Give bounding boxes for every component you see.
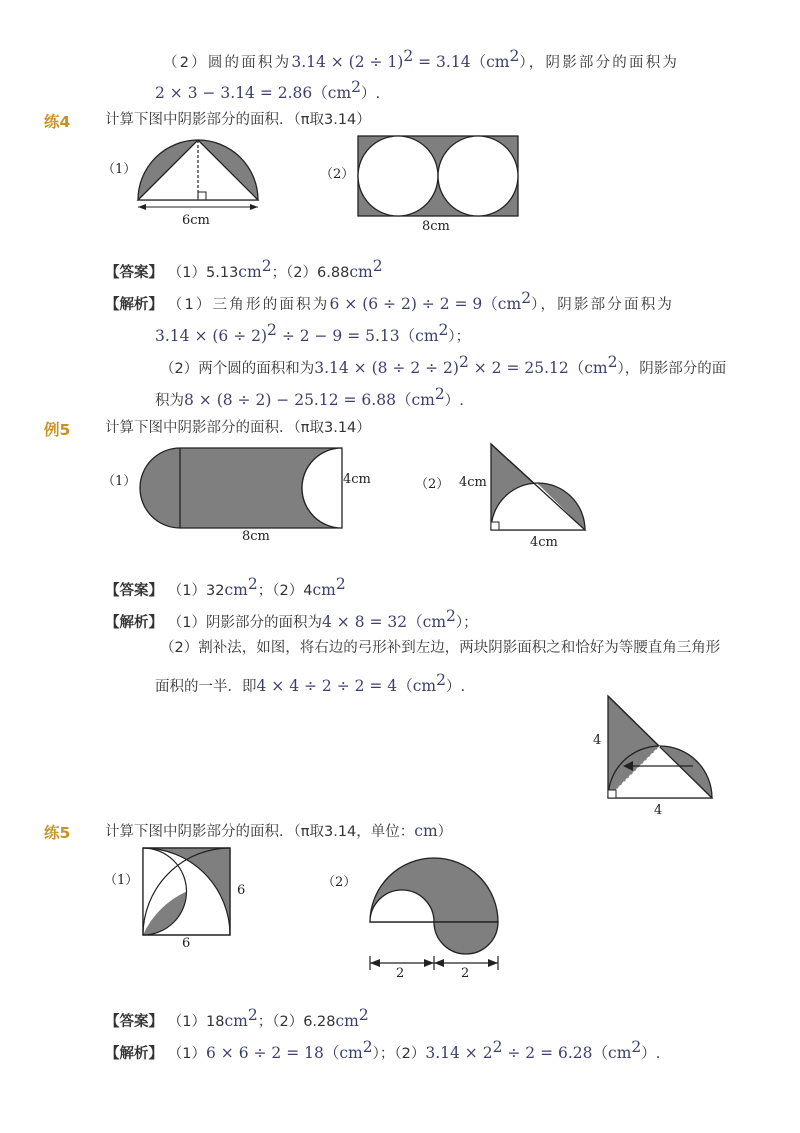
fig-label: （1）	[102, 474, 137, 489]
sup: 2	[631, 1038, 642, 1056]
math: 3.14 × 2	[425, 1044, 493, 1062]
lian4-figure-2	[320, 134, 530, 234]
math: 2 × 3 − 3.14 = 2.86	[155, 84, 313, 102]
unit: cm	[349, 263, 373, 281]
text: （1）阴影部分的面积为	[167, 615, 323, 631]
unit: （cm	[482, 295, 522, 313]
lian4-analysis-3	[160, 352, 726, 379]
math: 3.14 × (2 ÷ 1)	[291, 53, 404, 71]
analysis-tag: 【解析】	[105, 297, 163, 313]
arrow	[488, 959, 498, 967]
unit: （cm	[323, 1044, 363, 1062]
text: ）.	[444, 393, 464, 409]
lian4-analysis-4	[155, 384, 464, 411]
lian5-answer	[105, 1005, 369, 1032]
unit: cm	[224, 581, 248, 599]
text: ）.	[361, 86, 381, 102]
sup: 2	[492, 1038, 503, 1056]
sup: 2	[247, 575, 258, 593]
dim-height: 4cm	[343, 472, 371, 487]
dim-label: 6cm	[182, 213, 210, 228]
text: （1）三角形的面积为	[167, 297, 330, 313]
dim-width: 8cm	[242, 529, 270, 544]
unit: （cm	[397, 677, 437, 695]
math: 6 × 6 ÷ 2 = 18	[206, 1044, 324, 1062]
sup: 2	[362, 1038, 373, 1056]
li5-answer	[105, 574, 346, 601]
lian5-question	[105, 821, 452, 842]
fig-label: （2）	[320, 167, 355, 182]
text: （1）32	[167, 583, 225, 599]
math: 3.14 × (8 ÷ 2 ÷ 2)	[314, 359, 459, 377]
sup: 2	[438, 321, 449, 339]
math: × 2 = 25.12	[468, 359, 569, 377]
lian5-figure-1	[100, 846, 270, 950]
unit: cm	[238, 263, 262, 281]
dim-label: 8cm	[422, 219, 450, 234]
text: （1）	[167, 1046, 207, 1062]
li5-title: 例5	[44, 421, 71, 439]
unit: （cm	[568, 359, 608, 377]
unit: （cm	[470, 53, 510, 71]
analysis-tag: 【解析】	[105, 1046, 163, 1062]
answer-tag: 【答案】	[105, 1014, 163, 1030]
sup: 2	[446, 607, 456, 625]
text: 计算下图中阴影部分的面积．（π取3.14，单位：	[105, 824, 415, 840]
sup: 2	[372, 257, 383, 275]
arrow-right	[250, 204, 258, 210]
circle-right	[438, 136, 518, 216]
unit: （cm	[592, 1044, 632, 1062]
lian4-title: 练4	[44, 113, 71, 131]
math: 8 × (8 ÷ 2) − 25.12 = 6.88	[184, 391, 396, 409]
dim-width: 4	[654, 803, 663, 818]
arrow	[434, 959, 444, 967]
li5-analysis-1	[105, 606, 478, 633]
text: ），阴影部分的面	[617, 361, 727, 377]
text: ；（2）4	[257, 583, 313, 599]
sup: 2	[261, 257, 272, 275]
unit: （cm	[407, 613, 447, 631]
top-line-2	[155, 77, 380, 104]
text: （1）18	[167, 1014, 225, 1030]
lian4-analysis-1	[105, 288, 674, 315]
dim-height: 6	[237, 883, 246, 898]
li5-figure-3	[585, 692, 725, 822]
unit: （cm	[312, 84, 352, 102]
sup: 2	[403, 47, 414, 65]
dim-width: 6	[182, 936, 191, 951]
lian4-question: 计算下图中阴影部分的面积．（π取3.14）	[105, 112, 371, 128]
sup: 2	[358, 1006, 369, 1024]
li5-figure-1	[100, 446, 390, 546]
text: 面积的一半．即	[155, 679, 257, 695]
unit: （cm	[399, 327, 439, 345]
text: （1）5.13	[167, 265, 239, 281]
answer-tag: 【答案】	[105, 583, 163, 599]
math: 3.14 × (6 ÷ 2)	[155, 327, 268, 345]
text: ）；	[455, 615, 478, 631]
fig-label: （1）	[102, 162, 137, 177]
math: 4 × 8 = 32	[322, 613, 408, 631]
sup: 2	[434, 385, 445, 403]
sup: 2	[267, 321, 277, 339]
right-angle	[608, 790, 616, 798]
text: ）.	[641, 1046, 661, 1062]
sup: 2	[436, 671, 446, 689]
sup: 2	[351, 78, 362, 96]
fig-label: （2）	[322, 875, 357, 890]
unit: cm	[312, 581, 336, 599]
li5-figure-2	[415, 440, 605, 552]
arrow	[370, 959, 380, 967]
text: ）；（2）	[372, 1046, 426, 1062]
math: ÷ 2 − 9 = 5.13	[276, 327, 400, 345]
text: ；（2）6.28	[257, 1014, 336, 1030]
sup: 2	[521, 289, 532, 307]
lian5-analysis	[105, 1037, 660, 1064]
lian4-figure-1	[100, 135, 300, 235]
lian5-title: 练5	[44, 824, 71, 842]
unit: cm	[335, 1012, 359, 1030]
li5-analysis-3	[155, 670, 465, 697]
li5-question: 计算下图中阴影部分的面积．（π取3.14）	[105, 420, 371, 436]
lower-semicircle-shade	[434, 922, 498, 954]
sup: 2	[247, 1006, 258, 1024]
sup: 2	[607, 353, 618, 371]
sup: 2	[458, 353, 469, 371]
fig-label: （2）	[415, 477, 450, 492]
text: ）；	[448, 329, 471, 345]
sup: 2	[509, 47, 520, 65]
unit: cm	[224, 1012, 248, 1030]
arrow	[424, 959, 434, 967]
arrow-left	[138, 204, 146, 210]
math: 6 × (6 ÷ 2) ÷ 2 = 9	[329, 295, 483, 313]
dim-a: 2	[396, 966, 405, 981]
sup: 2	[335, 575, 346, 593]
text: （2）两个圆的面积和为	[160, 361, 315, 377]
unit: （cm	[395, 391, 435, 409]
text: ），阴影部分的面积为	[519, 55, 680, 71]
dim-height: 4cm	[459, 475, 487, 490]
dim-b: 2	[461, 966, 470, 981]
answer-tag: 【答案】	[105, 265, 163, 281]
lian4-analysis-2	[155, 320, 470, 347]
right-angle	[491, 522, 499, 530]
unit: cm	[414, 822, 438, 840]
math: 4 × 4 ÷ 2 ÷ 2 = 4	[256, 677, 398, 695]
analysis-tag: 【解析】	[105, 615, 163, 631]
circle-left	[358, 136, 438, 216]
lian5-figure-2	[320, 852, 520, 980]
dim-height: 4	[593, 733, 602, 748]
text: （2）圆的面积为	[163, 55, 292, 71]
math: = 3.14	[413, 53, 471, 71]
text: ）.	[445, 679, 466, 695]
dim-width: 4cm	[530, 535, 558, 550]
text: 积为	[155, 393, 184, 409]
text: ），阴影部分面积为	[531, 297, 675, 313]
li5-analysis-2: （2）割补法，如图，将右边的弓形补到左边，两块阴影面积之和恰好为等腰直角三角形	[160, 640, 721, 656]
math: ÷ 2 = 6.28	[502, 1044, 593, 1062]
lian4-answer	[105, 256, 383, 283]
text: ；（2）6.88	[271, 265, 350, 281]
text: ）	[437, 824, 453, 840]
fig-label: （1）	[104, 873, 139, 888]
top-line-1	[163, 46, 679, 73]
